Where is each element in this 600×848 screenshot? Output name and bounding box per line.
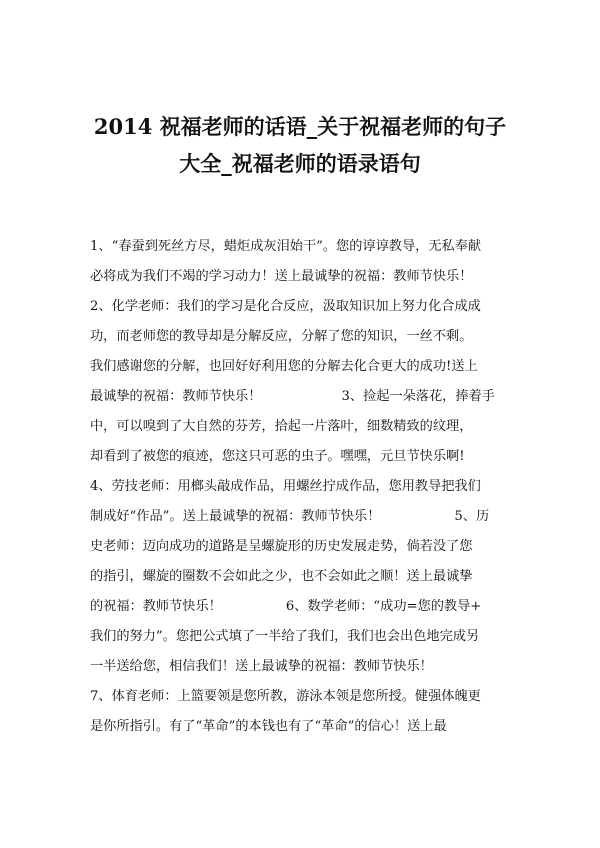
body-line: 中，可以嗅到了大自然的芬芳，拾起一片落叶，细数精致的纹理， [90, 419, 473, 434]
body-line: 2、化学老师：我们的学习是化合反应，汲取知识加上努力化合成成 [90, 299, 481, 314]
body-line: 史老师：迈向成功的道路是呈螺旋形的历史发展走势，倘若没了您 [90, 539, 473, 554]
body-line: 的祝福：教师节快乐！ 6、数学老师：“成功=您的教导+ [90, 599, 482, 614]
body-line: 是你所指引。有了“革命”的本钱也有了“革命”的信心！送上最 [90, 719, 447, 734]
title-line-2: 大全_祝福老师的语录语句 [179, 151, 421, 176]
body-line: 的指引，螺旋的圈数不会如此之少，也不会如此之顺！送上最诚挚 [90, 569, 473, 584]
body-line: 7、体育老师：上篮要领是您所教，游泳本领是您所授。健强体魄更 [90, 689, 481, 704]
body-line: 功，而老师您的教导却是分解反应，分解了您的知识，一丝不剩。 [90, 329, 473, 344]
document-body [90, 232, 530, 742]
title-line-1: 2014 祝福老师的话语_关于祝福老师的句子 [93, 114, 507, 139]
body-line: 4、劳技老师：用榔头敲成作品，用螺丝拧成作品，您用教导把我们 [90, 479, 481, 494]
body-line: 制成好“作品”。送上最诚挚的祝福：教师节快乐！ 5、历 [90, 509, 490, 524]
body-line: 1、“春蚕到死丝方尽，蜡炬成灰泪始干”。您的谆谆教导，无私奉献 [90, 239, 482, 254]
body-line: 我们感谢您的分解，也回好好利用您的分解去化合更大的成功!送上 [90, 359, 478, 374]
document-title [70, 108, 530, 182]
body-line: 一半送给您，相信我们！送上最诚挚的祝福：教师节快乐！ [90, 659, 433, 674]
body-line: 却看到了被您的痕迹，您这只可恶的虫子。嘿嘿，元旦节快乐啊! [90, 449, 465, 464]
body-line: 我们的努力”。您把公式填了一半给了我们，我们也会出色地完成另 [90, 629, 480, 644]
body-line: 最诚挚的祝福：教师节快乐！ 3、捡起一朵落花，捧着手 [90, 389, 495, 404]
body-line: 必将成为我们不竭的学习动力！送上最诚挚的祝福：教师节快乐！ [90, 269, 473, 284]
